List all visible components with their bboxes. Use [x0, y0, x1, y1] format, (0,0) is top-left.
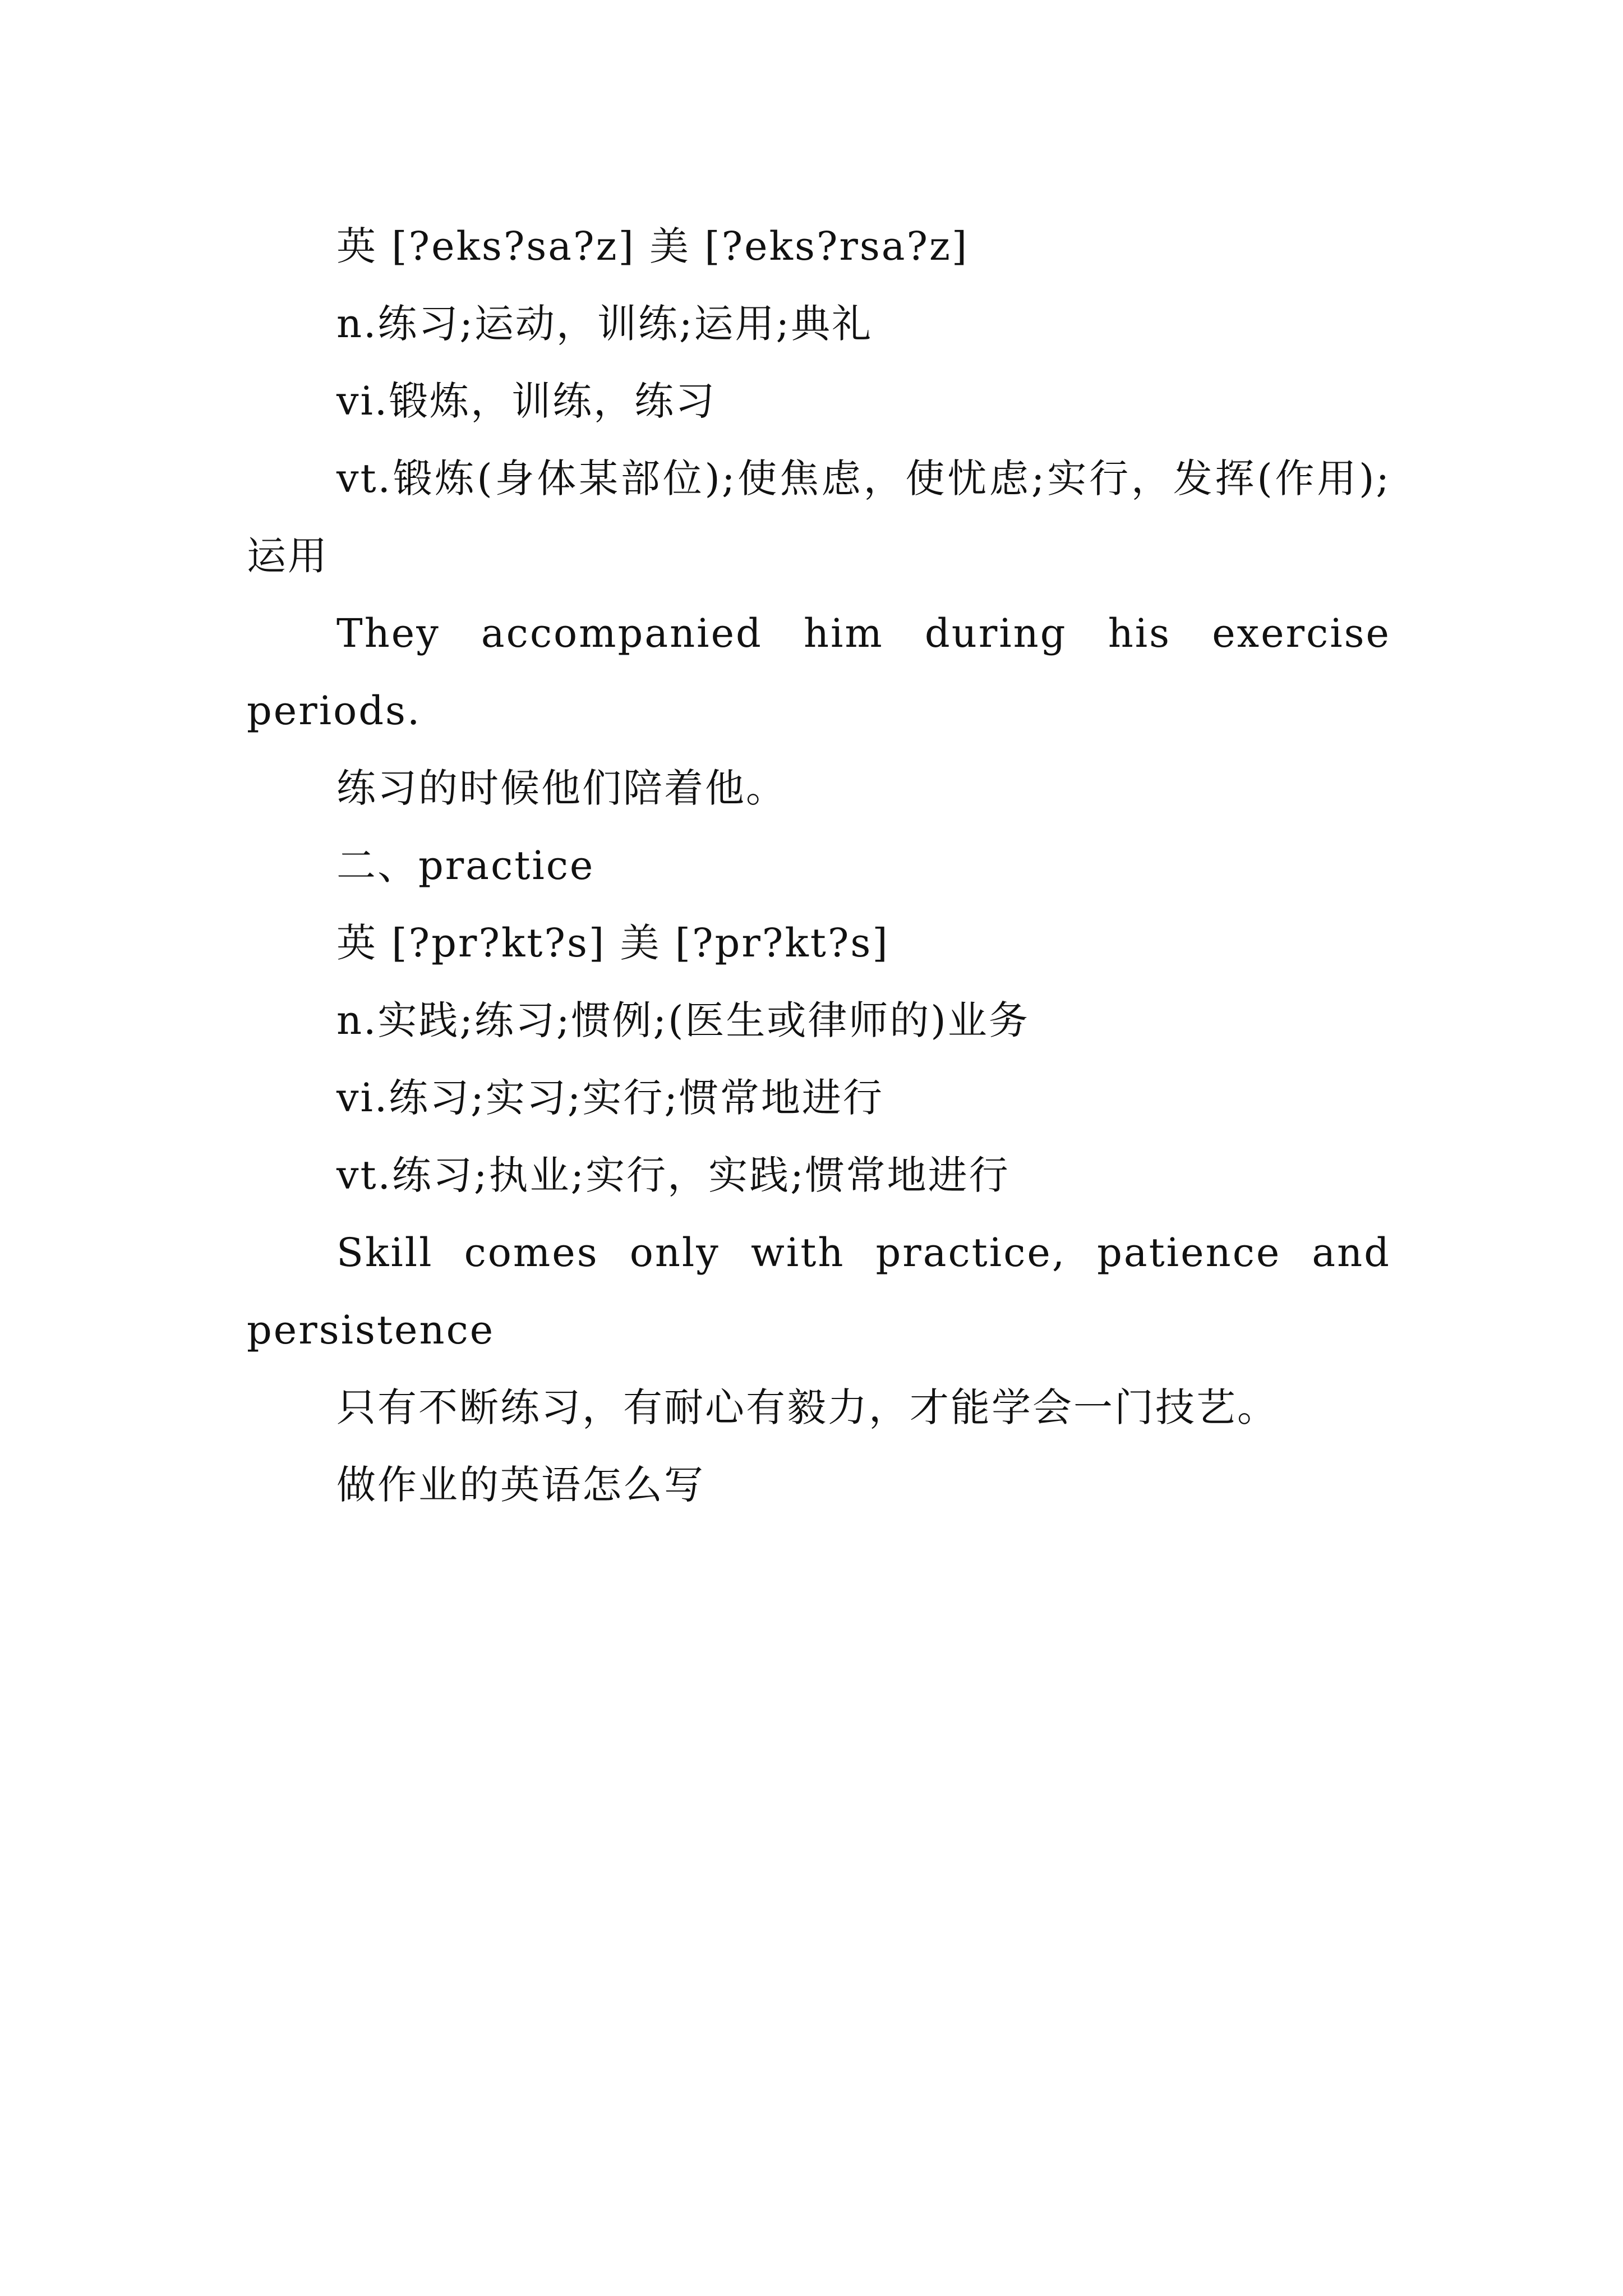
noun-definition: n.实践;练习;惯例;(医生或律师的)业务 [336, 997, 1030, 1043]
noun-definition: n.练习;运动，训练;运用;典礼 [336, 301, 873, 347]
section-heading: 二、practice [336, 843, 595, 889]
example-sentence-english: Skill comes only with practice, patience and persistence [247, 1230, 1391, 1353]
transitive-verb-definition: vt.练习;执业;实行，实践;惯常地进行 [336, 1152, 1010, 1198]
example-sentence-translation: 只有不断练习，有耐心有毅力，才能学会一门技艺。 [336, 1384, 1278, 1430]
intransitive-verb-definition: vi.锻炼，训练，练习 [336, 378, 717, 424]
pronunciation-line: 英 [?pr?kt?s] 美 [?pr?kt?s] [336, 920, 889, 966]
intransitive-verb-definition: vi.练习;实习;实行;惯常地进行 [336, 1075, 884, 1121]
pronunciation-line: 英 [?eks?sa?z] 美 [?eks?rsa?z] [336, 223, 969, 269]
example-sentence-translation: 练习的时候他们陪着他。 [336, 765, 787, 811]
closing-heading: 做作业的英语怎么写 [336, 1462, 705, 1508]
document-body [247, 208, 1391, 1524]
example-sentence-english: They accompanied him during his exercise periods. [247, 610, 1391, 734]
transitive-verb-definition: vt.锻炼(身体某部位);使焦虑，使忧虑;实行，发挥(作用);运用 [247, 455, 1391, 579]
